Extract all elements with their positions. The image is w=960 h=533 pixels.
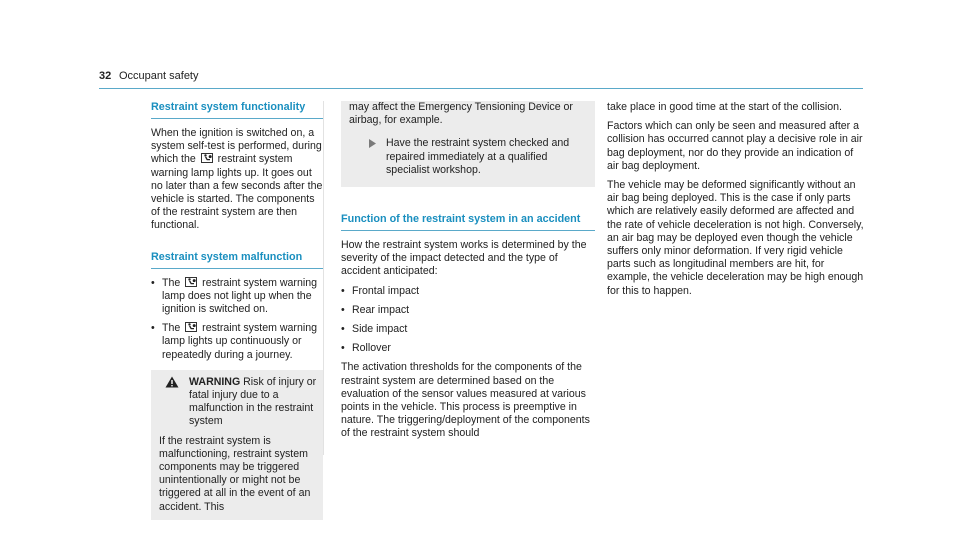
- paragraph-intro: How the restraint system works is determined by the severity of the impact detected and the type of accident anticipated:: [341, 239, 587, 278]
- header-rule: [99, 88, 863, 89]
- warning-box: [151, 370, 323, 520]
- paragraph-factors: Factors which can only be seen and measured after a collision has occurred cannot play a decisive role in air bag deployment, nor do they provide an indication of air bag deployment.: [607, 120, 863, 172]
- malfunction-list: [151, 277, 323, 362]
- section-name: Occupant safety: [119, 70, 199, 82]
- heading-restraint-functionality: Restraint system functionality: [151, 101, 306, 113]
- list-item: • Side impact: [341, 323, 408, 336]
- column-2: [341, 101, 595, 447]
- list-item: • The restraint system warning lamp lights up continuously or repeatedly during a journey.: [151, 322, 317, 361]
- list-item: • Frontal impact: [341, 284, 420, 297]
- accident-type-list: [341, 285, 595, 356]
- paragraph-deformation: The vehicle may be deformed significantly without an air bag being deployed. This is the case if only parts which are relatively easily deformed are affected and the rate of vehicle deceleration is not high. Conversely, an air bag may be deployed even though the vehicle suffers only minor deformation. If very rigid vehicle parts such as longitudinal members are hit, for example, the vehicle deceleration may be high enough for this to happen.: [607, 179, 864, 297]
- bullet: •: [151, 322, 155, 335]
- paragraph-timing: take place in good time at the start of the collision.: [607, 101, 842, 113]
- list-item: • Rollover: [341, 342, 391, 355]
- note-text: Have the restraint system checked and repaired immediately at a qualified specialist workshop.: [386, 137, 570, 176]
- warning-box-continued: [341, 101, 595, 195]
- airbag-warning-icon: [185, 277, 197, 287]
- arrow-right-icon: [369, 139, 376, 152]
- warning-header: [159, 376, 317, 429]
- warning-body: If the restraint system is malfunctioning, restraint system components may be triggered unintentionally or might not be triggered at all in the event of an accident. This: [159, 434, 311, 513]
- list-item: • Rear impact: [341, 303, 410, 316]
- warning-title: WARNING: [189, 375, 241, 388]
- heading-rule: [151, 118, 323, 119]
- heading-rule: [151, 268, 323, 269]
- airbag-warning-icon: [201, 153, 213, 163]
- airbag-warning-icon: [185, 322, 197, 332]
- page-header: [99, 70, 863, 90]
- column-3: [607, 101, 865, 304]
- list-item: • The restraint system warning lamp does not light up when the ignition is switched on.: [151, 276, 317, 316]
- paragraph-activation: The activation thresholds for the components of the restraint system are determined based on the evaluation of the sensor values measured at various points in the vehicle. This process is preemptive in nature. The triggering/deployment of the components of the restraint system should: [341, 361, 590, 440]
- page-number: 32: [99, 70, 112, 82]
- heading-function-in-accident: Function of the restraint system in an accident: [341, 213, 581, 226]
- note: [349, 137, 587, 181]
- paragraph-functionality: When the ignition is switched on, a system self-test is performed, during which the restraint system warning lamp lights up. It goes out no later than a few seconds after the vehicle is started. The components of the restraint system are then functional.: [151, 127, 323, 232]
- warning-triangle-icon: [165, 376, 179, 392]
- column-1: [151, 101, 323, 520]
- heading-restraint-malfunction: Restraint system malfunction: [151, 250, 303, 263]
- bullet: •: [151, 276, 155, 289]
- warning-body-continued: may affect the Emergency Tensioning Device or airbag, for example.: [349, 101, 573, 127]
- heading-rule: [341, 230, 595, 231]
- warning-lead: Risk of injury or fatal injury due to a malfunction in the restraint system: [189, 375, 317, 428]
- column-divider: [323, 101, 324, 455]
